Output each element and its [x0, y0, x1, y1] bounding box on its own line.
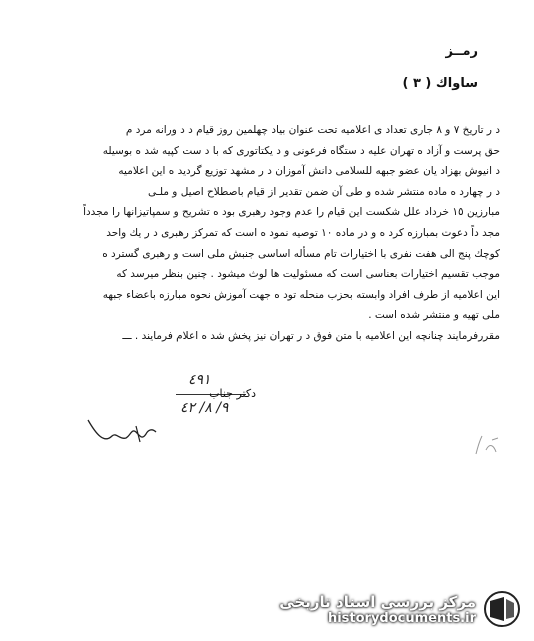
body-line: ملی تهيه و منتشر شده است .: [368, 309, 500, 322]
archive-watermark: [279, 587, 522, 631]
agency-label: ساواك ( ٣ ): [402, 76, 478, 91]
watermark-url: historydocuments.ir: [327, 610, 476, 626]
body-line: مبارزين ١٥ خرداد علل شكست اين قيام را عدم وجود رهبری بود ه تشريح و سمپاتيزانها را مجدداً: [83, 206, 500, 219]
body-line: مقررفرمايند چنانچه اين اعلاميه با متن فوق د ر تهران نيز پخش شد ه اعلام فرمايند . ـــ: [122, 329, 500, 342]
body-line: مجد داً دعوت بمبارزه كرد ه و در ماده ١٠ توصيه نمود ه است كه تمركز رهبری د ر يك واحد: [106, 226, 500, 239]
handwritten-signature: [86, 414, 166, 454]
body-line: د انيوش بهزاد يان عضو جبهه للسلامی دانش آموزان د ر مشهد توزيع گرديد ه اين اعلاميه: [118, 165, 500, 178]
report-body: [40, 120, 500, 347]
signature-label: دكتر جناب: [209, 387, 256, 400]
body-line: د ر چهارد ه ماده منتشر شده و طی آن ضمن تقدير از قيام باصطلاح اصيل و ملـی: [148, 185, 500, 198]
archive-logo-icon: [482, 589, 522, 629]
body-line: حق پرست و آزاد ه تهران عليه د ستگاه فرعونی و د يكتاتوری كه با د ست كپيه شد ه بوسيله: [102, 144, 500, 157]
handwritten-number: ٤٩١: [188, 372, 211, 388]
body-line: موجب تقسيم اختيارات بعناسی است كه مسئوليت ها لوث ميشود . چنين بنظر ميرسد كه: [116, 268, 500, 281]
margin-mark: [472, 432, 502, 458]
watermark-title: مركز بررسی اسناد تاريخی: [279, 592, 476, 611]
handwritten-date: ٩/ ٨/ ٤٢: [180, 400, 229, 416]
body-line: اين اعلاميه از طرف افراد وابسته بحزب منحله تود ه جهت آموزش نحوه مبارزه باعضاء جبهه: [102, 288, 500, 301]
body-line: كوچك پنج الی هفت نفری با اختيارات تام مسأله اساسی جنبش ملی است و رهبری گسترد ه: [102, 247, 500, 260]
classification-label: رمــز: [445, 44, 478, 59]
body-line: د ر تاريخ ٧ و ٨ جاری تعداد ی اعلاميه تحت عنوان بياد چهلمين روز قيام د د ورانه مرد م: [125, 124, 500, 136]
